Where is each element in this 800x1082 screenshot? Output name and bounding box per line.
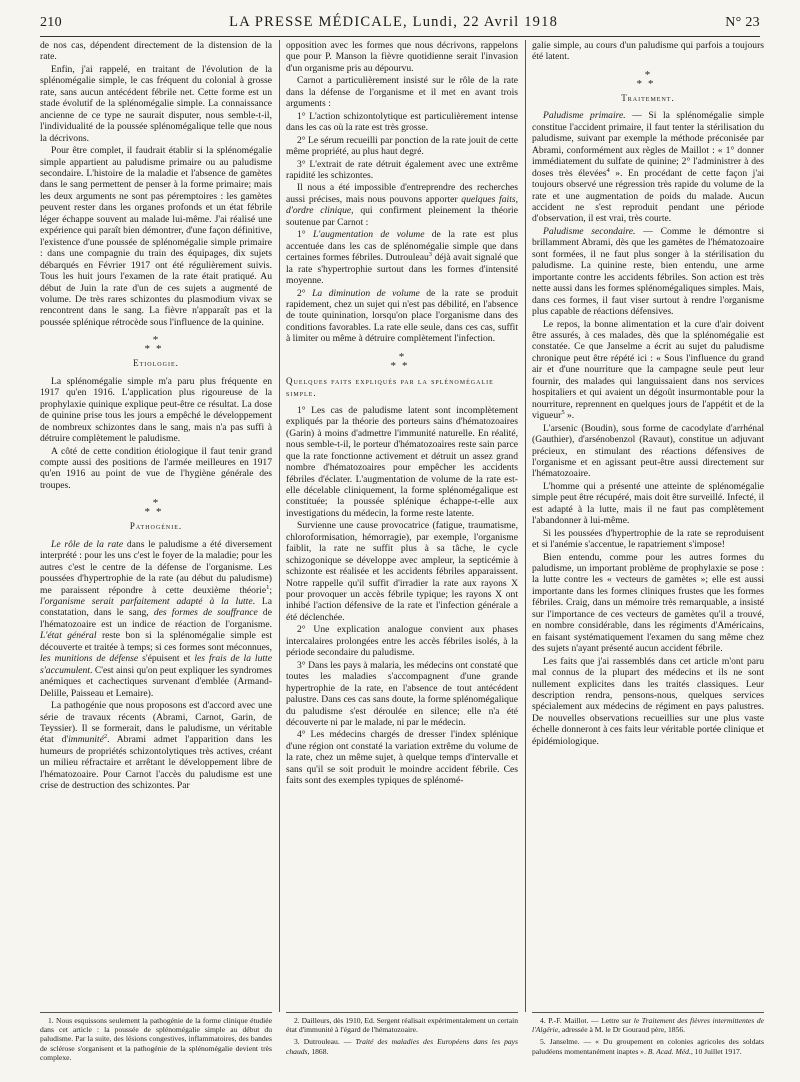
column-2 xyxy=(286,40,518,1012)
paragraph: La splénomégalie simple m'a paru plus fréquente en 1917 qu'en 1916. L'application plus rigoureuse de la prophylaxie quinique explique peut-être ce résultat. La dose de quinine prise tous les jours a empêché le développement de nombreux schizontes dans le sang, mais n'a pas suffi à détruire complètement le paludisme. xyxy=(40,375,272,445)
footnote-rule xyxy=(286,1012,518,1013)
section-heading-traitement: Traitement. xyxy=(621,92,675,103)
list-item: 1° Les cas de paludisme latent sont incomplètement expliqués par la théorie des porteurs sains d'hématozoaires (Garin) à moins d'admettre l'immunité naturelle. En réalité, nous semble-t-il, le porteur d'hématozoaires reste sain parce que la rate fonctionne activement et détruit un assez grand nombre d'hématozoaires pour empêcher les accidents fébriles d'éclater. L'augmentation de volume de la rate est-elle décelable cliniquement, la forme splénomégalique est constituée; la poussée splénique échappe-t-elle aux investigations du médecin, la forme reste latente. xyxy=(286,404,518,519)
header-rule xyxy=(40,36,760,37)
paragraph: Les faits que j'ai rassemblés dans cet article m'ont paru mal connus de la plupart des médecins et ils ne sont nullement explicites dans les traités classiques. Leur description rendra, pensons-nous, quelques services spécialement aux médecins de régiment en pays palustres. De nouvelles observations recueillies sur une plus vaste échelle donneront à ces faits leur véritable portée clinique et épidémiologique. xyxy=(532,655,764,747)
column-3 xyxy=(532,40,764,1012)
footnotes-column-2 xyxy=(286,1016,518,1059)
list-item: 3° Dans les pays à malaria, les médecins ont constaté que toutes les maladies s'accompagnent d'une grande hypertrophie de la rate, en l'absence de tout antécédent palustre. Dans ces cas sans doute, la forme splénomégalique du paludisme s'est déroulée en silence; elle n'a été découverte ni par le malade, ni par le médecin. xyxy=(286,659,518,729)
list-item: 2° Le sérum recueilli par ponction de la rate jouit de cette même propriété, au plus haut degré. xyxy=(286,134,518,158)
paragraph: La pathogénie que nous proposons est d'accord avec une série de travaux récents (Abrami, Carnot, Garin, de Teyssier). Il se formerait, dans le paludisme, un véritable état d'immunité$^2$. Abrami admet l'apparition dans les humeurs de propriétés schizontolytiques très actives, créant un milieu réfractaire et arrêtant le développement libre de l'hématozoaire. Pour Carnot l'accès du paludisme est une crise de destruction des schizontes. Par xyxy=(40,700,272,792)
list-item: 4° Les médecins chargés de dresser l'index splénique d'une région ont constaté la variation extrême du volume de la rate, chez un même sujet, à quelque temps d'intervalle et sans qu'il se soit produit le moindre accident fébrile. Ces faits sont des exemples typiques de splénomé- xyxy=(286,729,518,787)
list-item: 2° La diminution de volume de la rate se produit rapidement, chez un sujet qui n'est pas débilité, en l'absence de toute quinination, lorsqu'on place l'organisme dans des conditions favorables. La rate elle seule, dans ces cas, suffit à limiter ou même à détruire complètement l'infection. xyxy=(286,287,518,345)
footnote: 1. Nous esquissons seulement la pathogénie de la forme clinique étudiée dans cet article : la poussée de splénomégalie simple au début du paludisme. Par la suite, des lésions congestives, inflammatoires, des bandes de sclérose s'organisent et la pathogénie de la splénomégalie devient très complexe. xyxy=(40,1016,272,1062)
paragraph: Bien entendu, comme pour les autres formes du paludisme, un important problème de prophylaxie se pose : la lutte contre les « vecteurs de gamètes »; elle est aussi importante dans les formes cliniques frustes que les formes fébriles. Craig, dans un mémoire très remarquable, a insisté sur l'importance de ces vecteurs de gamètes qu'il a trouvé, en nombre considérable, dans les régiments d'Américains, en faisant systématiquement l'examen du sang même chez des sujets n'ayant présenté aucun accident fébrile. xyxy=(532,551,764,655)
paragraph: Le rôle de la rate dans le paludisme a été diversement interprété : pour les uns c'est le foyer de la maladie; pour les autres c'est le centre de la défense de l'organisme. Les poussées d'hypertrophie de la rate (au début du paludisme) me paraissent répondre à cette deuxième théorie$^1$; l'organisme serait parfaitement adapté à la lutte. La constatation, dans le sang, des formes de souffrance de l'hématozoaire est un indice de réaction de l'organisme. L'état général reste bon si la splénomégalie simple est découverte et traitée à temps; si ces formes sont méconnues, les munitions de défense s'épuisent et les frais de la lutte s'accumulent. C'est ainsi qu'on peut expliquer les syndromes anémiques et cachectiques survenant d'emblée (Armand-Delille, Paisseau et Lemaire). xyxy=(40,538,272,699)
article-body xyxy=(40,40,764,1012)
journal-title: LA PRESSE MÉDICALE, Lundi, 22 Avril 1918 xyxy=(229,14,559,30)
section-ornament: * ** xyxy=(144,497,168,519)
paragraph: Paludisme primaire. — Si la splénomégalie simple constitue l'accident primaire, il faut tenter la stérilisation du paludisme, suivant par exemple la méthode préconisée par Abrami, conformément aux règles de Maillot : « 1° donner immédiatement du sulfate de quinine; 2° l'administrer à des doses très élevées$^4$ ». En procédant de cette façon j'ai toujours observé une régression très rapide du volume de la rate et une augmentation de poids du malade. Aucun accident ne s'est reproduit pendant une période d'observation, il est vrai, très courte. xyxy=(532,110,764,225)
paragraph: Pour être complet, il faudrait établir si la splénomégalie simple appartient au paludisme primaire ou au paludisme secondaire. L'histoire de la maladie et l'absence de gamètes dans le sang permettent de penser à la forme primaire; mais les deux arguments ne sont pas péremptoires : les gamètes peuvent rester dans les organes profonds et un état fébrile léger échappe souvent au malade lui-même. J'ai réalisé une expérience qui paraît bien démontrer, d'une façon définitive, l'existence d'une poussée de splénomégalie simple primaire : dans une compagnie du train des équipages, dix sujets débarqués en Février 1917 ont été régulièrement suivis. Tous les huit jours l'examen de la rate était pratiqué. Au début de Juin la rate d'un de ces sujets a augmenté de volume. De très rares schizontes du plasmodium vivax se rencontrent dans le sang. La fièvre n'apparaît pas et la poussée splénique rétrocède sous l'influence de la quinine. xyxy=(40,145,272,328)
footnote: 3. Dutrouleau. — Traité des maladies des Européens dans les pays chauds, 1868. xyxy=(286,1037,519,1056)
footnote: 2. Dailleurs, dès 1910, Ed. Sergent réalisait expérimentalement un certain état d'immunité à l'égard de l'hématozoaire. xyxy=(286,1016,518,1035)
paragraph: galie simple, au cours d'un paludisme qui parfois a toujours été latent. xyxy=(532,40,764,63)
page-number: 210 xyxy=(40,15,62,30)
page-header xyxy=(40,14,760,34)
list-item: 2° Une explication analogue convient aux phases intercalaires prolongées entre les accès fébriles isolés, à la période secondaire du paludisme. xyxy=(286,624,518,659)
section-ornament: * ** xyxy=(636,68,660,90)
paragraph: L'homme qui a présenté une atteinte de splénomégalie simple peut être récupéré, mais doit être surveillé. Infecté, il est adapté à la lutte, mais il ne faut pas complètement l'abandonner à lui-même. xyxy=(532,480,764,527)
paragraph: Le repos, la bonne alimentation et la cure d'air doivent être assurés, à ces malades, dès que la splénomégalie est constatée. Ce que Janselme a écrit au sujet du paludisme chronique peut être répété ici : « Sous l'influence du grand air et d'une nourriture que la campagne seule peut leur fournir, des malades qui languissaient dans nos services hospitaliers et qui avaient un dégoût insurmontable pour la nourriture, reprennent en quelques jours de l'appétit et de la vigueur$^5$ ». xyxy=(532,318,764,422)
paragraph: Si les poussées d'hypertrophie de la rate se reproduisent et si l'anémie s'accentue, le rapatriement s'impose! xyxy=(532,527,764,551)
list-item: 1° L'action schizontolytique est particulièrement intense dans les cas où la rate est très grosse. xyxy=(286,110,518,134)
paragraph: Carnot a particulièrement insisté sur le rôle de la rate dans la défense de l'organisme et il met en avant trois arguments : xyxy=(286,75,518,110)
footnote: 4. P.-F. Maillot. — Lettre sur le Traitement des fièvres intermittentes de l'Algérie, adressée à M. le Dr Gouraud père, 1856. xyxy=(532,1016,765,1035)
paragraph: Enfin, j'ai rappelé, en traitant de l'évolution de la splénomégalie simple, le cas fréquent du colonial à grosse rate, sans aucun antécédent fébrile net. Cette forme est un stade évolutif de la splénomégalie simple. La connaissance ancienne de ce type ne saurait disputer, nous semble-t-il, l'individualité de la poussée splénomégalique telle que nous la décrivons. xyxy=(40,63,272,144)
section-heading-pathogenie: Pathogénie. xyxy=(129,521,183,532)
paragraph: Paludisme secondaire. — Comme le démontre si brillamment Abrami, dès que les gamètes de l'hématozoaire sont formées, il ne faut plus songer à la stérilisation du paludisme. La quinine reste, bien entendu, une arme importante contre les accidents fébriles. Son action est très nette aussi dans les formes splénomégaliques simples. Mais, dans ces formes, il faut viser surtout à rendre l'organisme plus capable de réactions défensives. xyxy=(532,225,764,318)
section-ornament: * ** xyxy=(144,334,168,356)
paragraph: opposition avec les formes que nous décrivons, rappelons que pour P. Manson la fièvre quotidienne serait l'invasion d'un organisme pris au dépourvu. xyxy=(286,40,518,74)
footnotes-column-1 xyxy=(40,1016,272,1065)
footnote-rule xyxy=(532,1012,764,1013)
list-item: 3° L'extrait de rate détruit également avec une extrême rapidité les schizontes. xyxy=(286,158,518,181)
section-heading-etiologie: Etiologie. xyxy=(133,358,179,369)
column-1 xyxy=(40,40,272,1012)
paragraph: Il nous a été impossible d'entreprendre des recherches aussi précises, mais nous pouvons apporter quelques faits, d'ordre clinique, qui confirment pleinement la théorie soutenue par Carnot : xyxy=(286,182,518,228)
paragraph: Survienne une cause provocatrice (fatigue, traumatisme, chloroformisation, hémorragie), par exemple, l'organisme faiblit, la rate ne suffit plus à sa tâche, le cycle schizogonique se développe avec ampleur, la septicémie à schizonte est réalisée et les accidents fébriles apparaissent. Notre rappelle qu'il suffit d'irradier la rate aux rayons X pour provoquer un accès fébrile typique; les rayons X ont inhibé l'action défensive de la rate et l'infection générale a été déclenchée. xyxy=(286,520,518,623)
list-item: 1° L'augmentation de volume de la rate est plus accentuée dans les cas de splénomégalie simple que dans certaines formes fébriles. Dutrouleau$^3$ déjà avait signalé que la rate s'hypertrophie surtout dans les formes d'intensité moyenne. xyxy=(286,229,518,287)
paragraph: L'arsenic (Boudin), sous forme de cacodylate d'arrhénal (Gauthier), d'arsénobenzol (Ravaut), constitue un adjuvant précieux, en stimulant des réactions défensives de l'organisme et en agissant peut-être aussi directement sur l'hématozoaire. xyxy=(532,422,764,480)
section-heading-faits: Quelques faits expliqués par la splénomégalie simple. xyxy=(286,375,494,398)
footnote-rule xyxy=(40,1012,272,1013)
footnotes-column-3 xyxy=(532,1016,764,1059)
section-ornament: * ** xyxy=(390,350,414,372)
issue-number: N° 23 xyxy=(725,15,760,30)
footnote: 5. Janselme. — « Du groupement en colonies agricoles des soldats paludéens momentanément inaptes ». B. Acad. Méd., 10 Juillet 1917. xyxy=(532,1037,764,1056)
paragraph: A côté de cette condition étiologique il faut tenir grand compte aussi des positions de l'armée meilleures en 1917 qu'en 1916 au point de vue de l'hygiène générale des troupes. xyxy=(40,445,272,491)
paragraph: de nos cas, dépendent directement de la distension de la rate. xyxy=(40,40,272,63)
